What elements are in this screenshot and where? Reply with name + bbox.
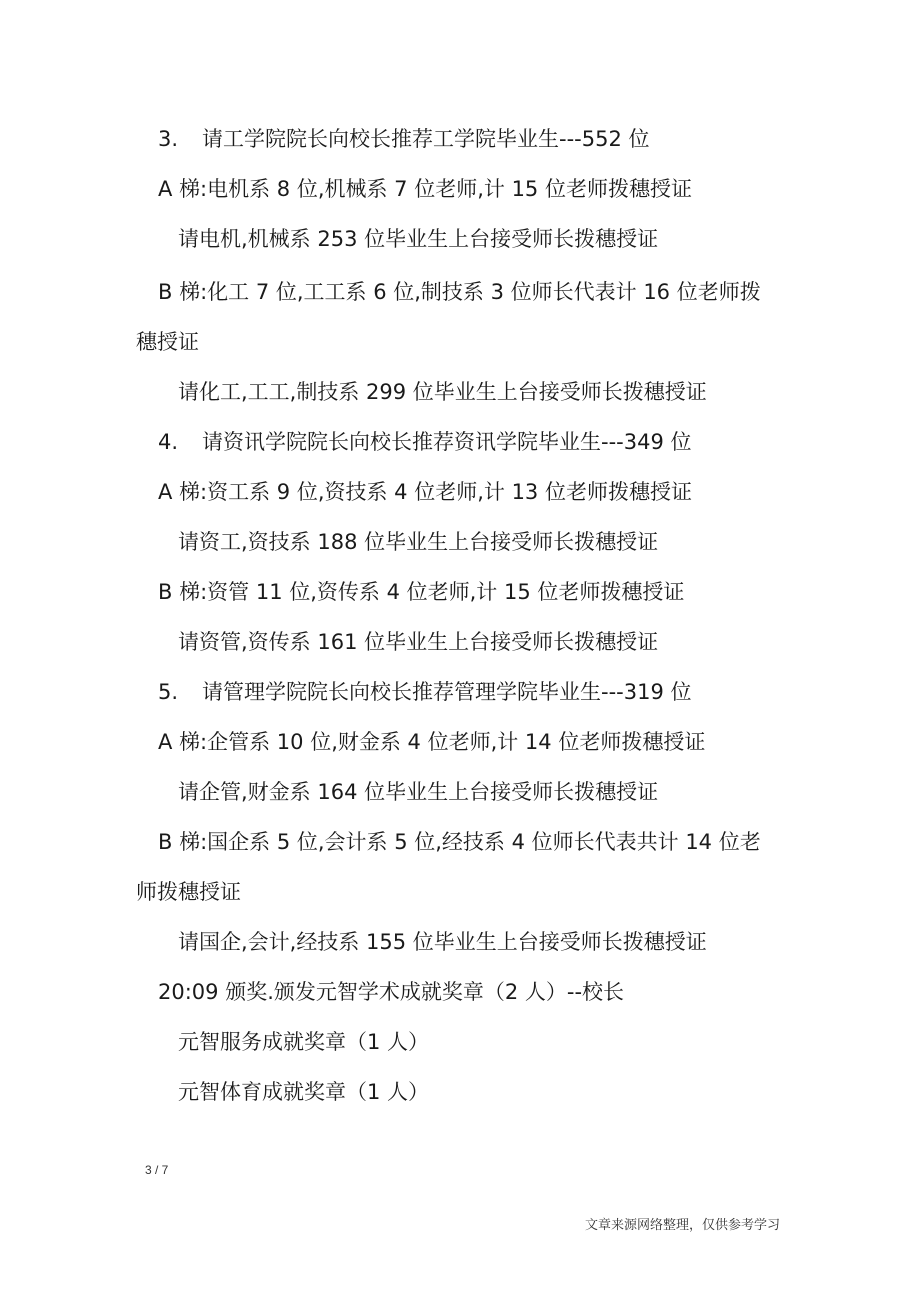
line-a-ladder-informatics: A 梯:资工系 9 位,资技系 4 位老师,计 13 位老师拨穗授证 xyxy=(158,480,692,504)
line-b-ladder-engineering-cont: 穗授证 xyxy=(136,330,199,354)
line-invite-informatics-a: 请资工,资技系 188 位毕业生上台接受师长拨穗授证 xyxy=(178,530,659,554)
line-invite-management-a: 请企管,财金系 164 位毕业生上台接受师长拨穗授证 xyxy=(178,780,659,804)
line-invite-engineering-a: 请电机,机械系 253 位毕业生上台接受师长拨穗授证 xyxy=(178,227,659,251)
item-5-heading xyxy=(158,679,692,705)
line-service-award: 元智服务成就奖章（1 人） xyxy=(178,1030,430,1054)
line-invite-engineering-b: 请化工,工工,制技系 299 位毕业生上台接受师长拨穗授证 xyxy=(178,380,707,404)
line-invite-informatics-b: 请资管,资传系 161 位毕业生上台接受师长拨穗授证 xyxy=(178,630,659,654)
item-3-heading xyxy=(158,126,650,152)
line-b-ladder-informatics: B 梯:资管 11 位,资传系 4 位老师,计 15 位老师拨穗授证 xyxy=(158,580,685,604)
item-number: 5. xyxy=(158,680,179,704)
page-number: 3 / 7 xyxy=(145,1163,169,1177)
line-text: 请管理学院院长向校长推荐管理学院毕业生---319 位 xyxy=(202,680,692,704)
line-sports-award: 元智体育成就奖章（1 人） xyxy=(178,1080,430,1104)
line-a-ladder-engineering: A 梯:电机系 8 位,机械系 7 位老师,计 15 位老师拨穗授证 xyxy=(158,177,692,201)
source-note: 文章来源网络整理，仅供参考学习 xyxy=(584,1218,780,1233)
line-text: 请资讯学院院长向校长推荐资讯学院毕业生---349 位 xyxy=(202,430,692,454)
line-text: 请工学院院长向校长推荐工学院毕业生---552 位 xyxy=(202,127,650,151)
line-b-ladder-engineering: B 梯:化工 7 位,工工系 6 位,制技系 3 位师长代表计 16 位老师拨 xyxy=(158,280,761,304)
item-4-heading xyxy=(158,429,692,455)
item-number: 4. xyxy=(158,430,179,454)
line-invite-management-b: 请国企,会计,经技系 155 位毕业生上台接受师长拨穗授证 xyxy=(178,930,707,954)
line-award-time: 20:09 颁奖.颁发元智学术成就奖章（2 人）--校长 xyxy=(158,980,625,1004)
line-b-ladder-management-cont: 师拨穗授证 xyxy=(136,880,241,904)
line-b-ladder-management: B 梯:国企系 5 位,会计系 5 位,经技系 4 位师长代表共计 14 位老 xyxy=(158,830,761,854)
line-a-ladder-management: A 梯:企管系 10 位,财金系 4 位老师,计 14 位老师拨穗授证 xyxy=(158,730,706,754)
item-number: 3. xyxy=(158,127,179,151)
